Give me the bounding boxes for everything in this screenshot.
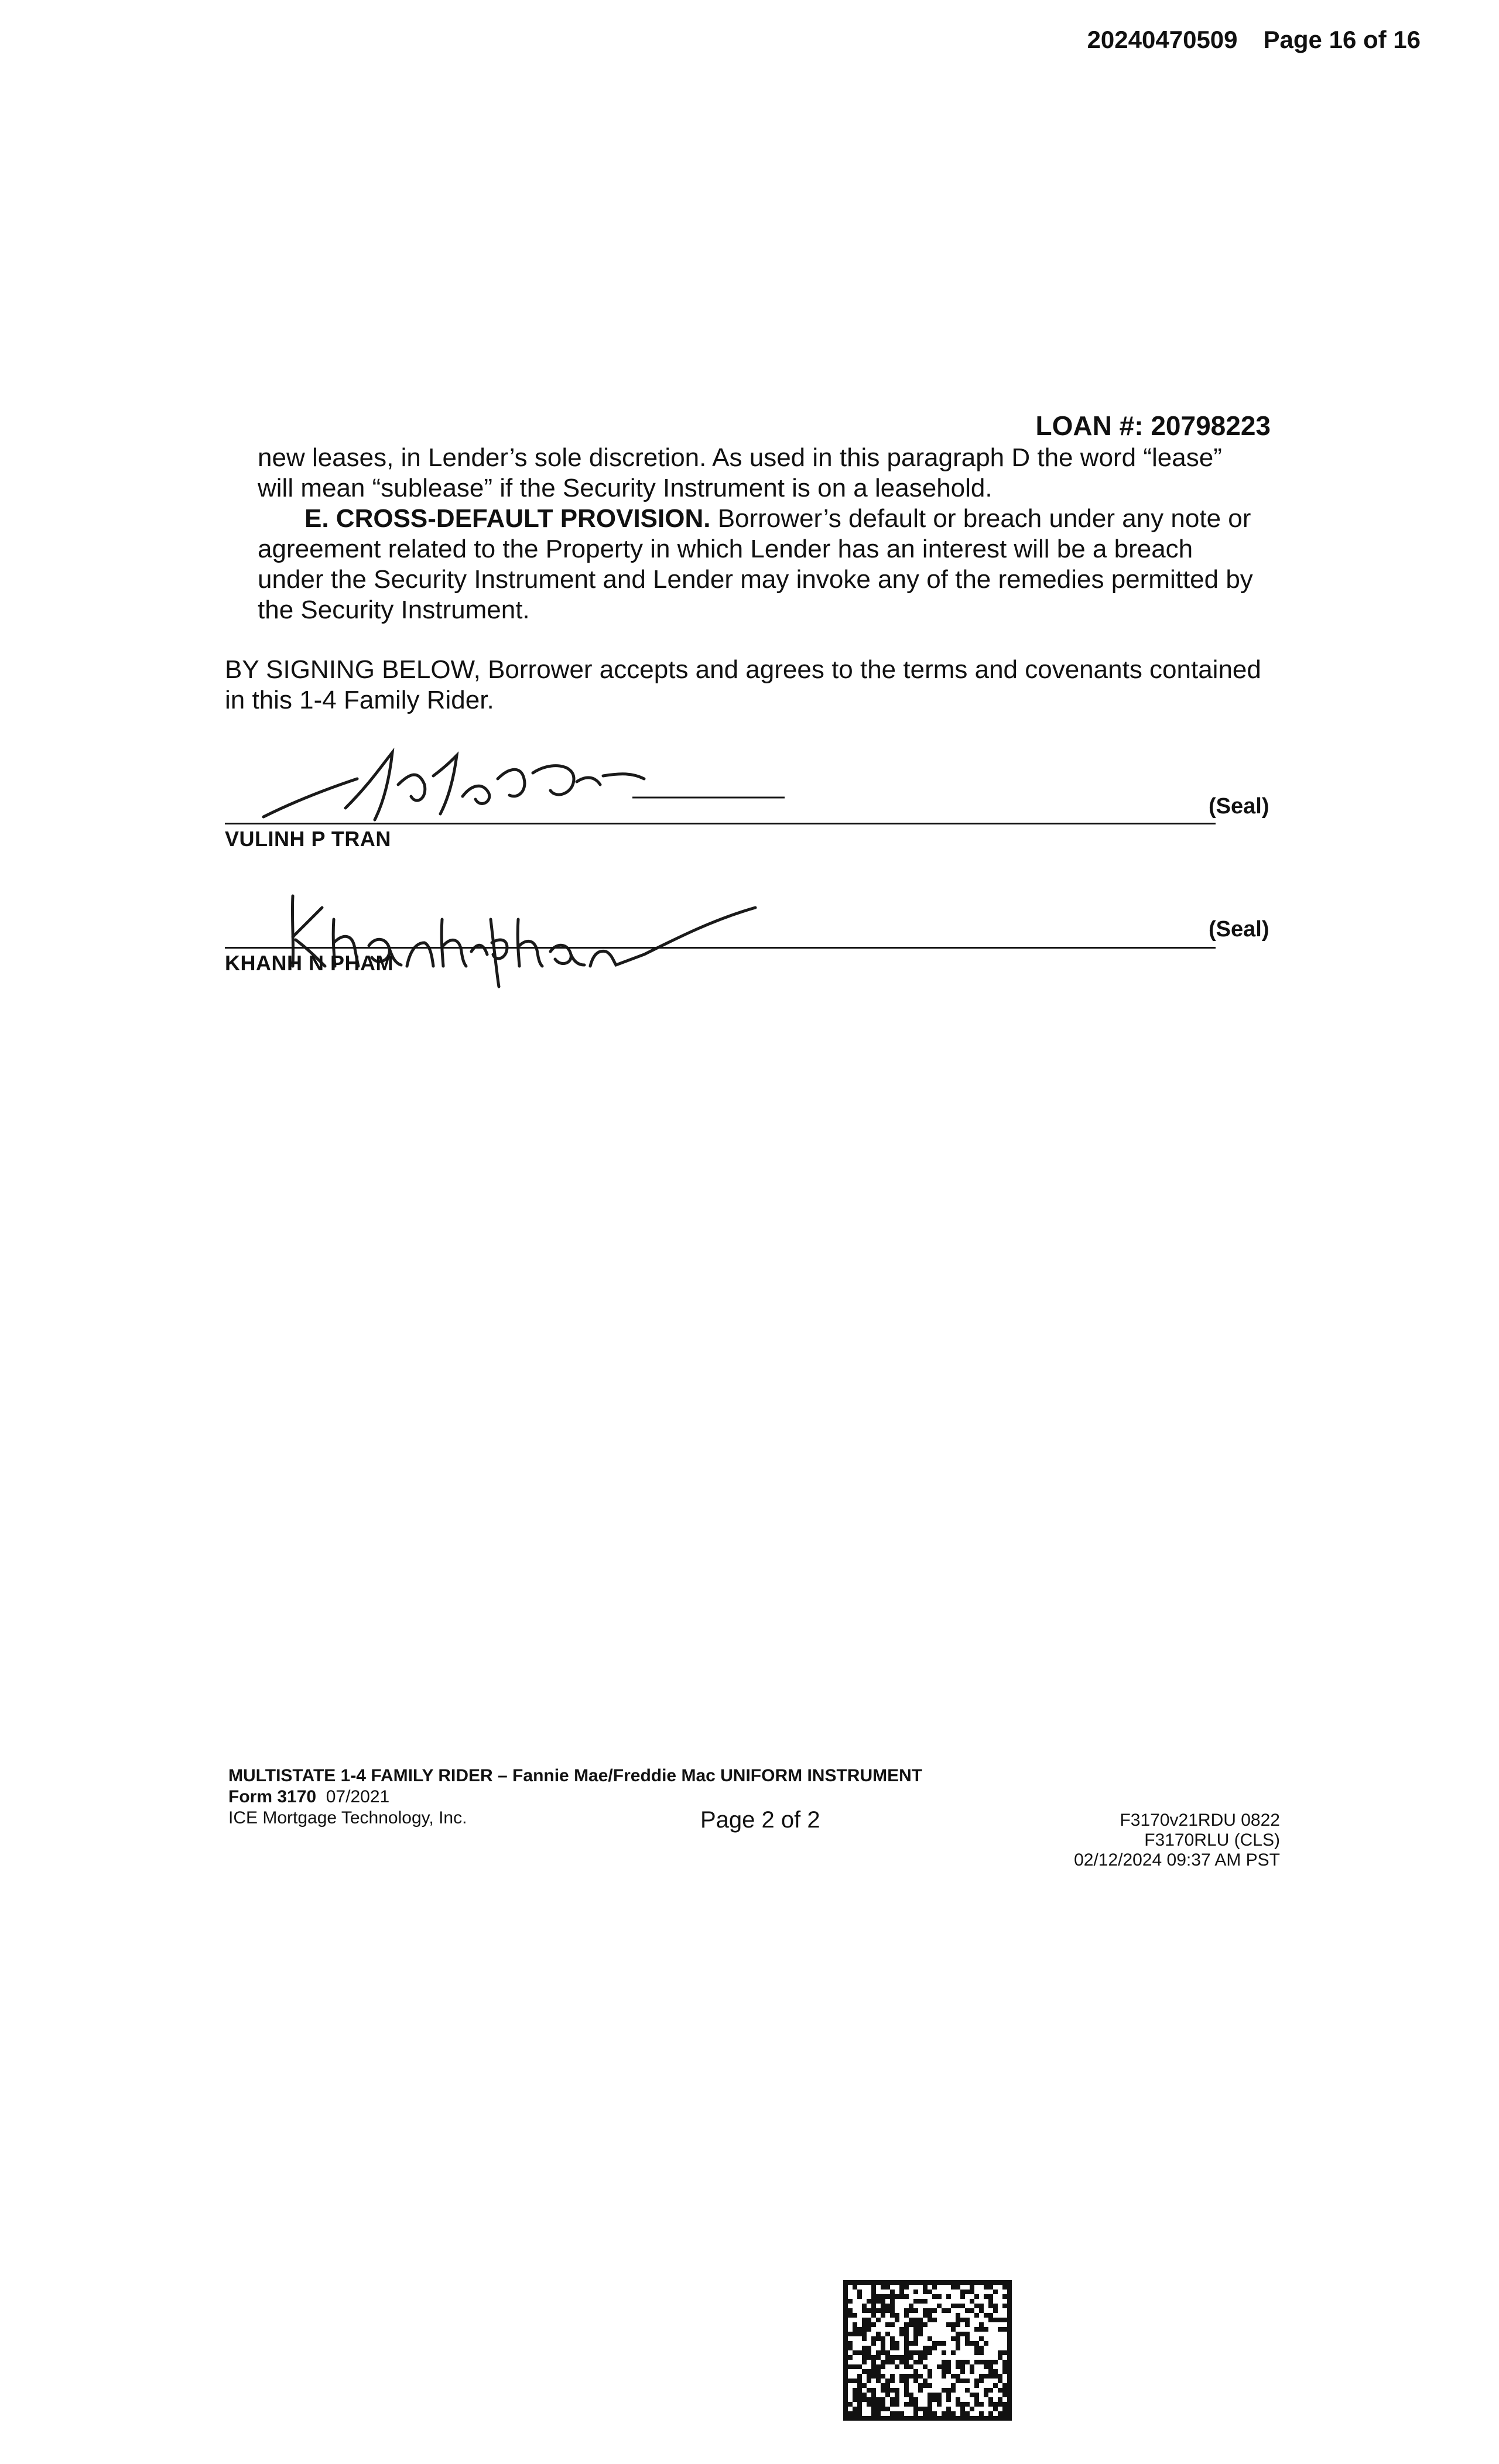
seal-label-1: (Seal) [1209,794,1269,819]
loan-number: LOAN #: 20798223 [1035,410,1271,441]
recording-header [1087,26,1421,54]
borrower-name-2: KHANH N PHAM [225,951,393,975]
paragraph-e-text: Borrower’s default or breach under any note or agreement related to the Property in which Lender has an interest will be a breach under the Security Instrument and Lender may invoke any of the remedies permitted by the Security Instrument. [258,504,1253,624]
barcode [843,2280,1014,2421]
signing-statement: BY SIGNING BELOW, Borrower accepts and agrees to the terms and covenants contained in this 1-4 Family Rider. [225,655,1261,714]
paragraph-e-heading: E. CROSS-DEFAULT PROVISION. [304,504,711,533]
footer-codes [1074,1811,1280,1870]
page-indicator: Page 16 of 16 [1263,26,1421,53]
footer-form-date: 07/2021 [326,1787,390,1806]
paragraph-d-continued: new leases, in Lender’s sole discretion. As used in this paragraph D the word “lease” will mean “sublease” if the Security Instrument is on a leasehold. [258,443,1222,502]
signature-line-1 [225,823,1216,824]
borrower-name-1: VULINH P TRAN [225,827,391,851]
footer-timestamp: 02/12/2024 09:37 AM PST [1074,1850,1280,1870]
footer-page-number: Page 2 of 2 [700,1807,820,1833]
footer-company: ICE Mortgage Technology, Inc. [228,1808,467,1828]
paragraph-e [258,504,1265,625]
footer-form-number: Form 3170 [228,1787,317,1806]
footer-form-title: MULTISTATE 1-4 FAMILY RIDER – Fannie Mae/Freddie Mac UNIFORM INSTRUMENT [228,1766,923,1785]
footer-code-1: F3170v21RDU 0822 [1120,1811,1280,1830]
seal-label-2: (Seal) [1209,917,1269,942]
document-number: 20240470509 [1087,26,1238,53]
footer-form-info [228,1787,389,1807]
footer-code-2: F3170RLU (CLS) [1144,1830,1280,1850]
signature-line-2 [225,947,1216,949]
